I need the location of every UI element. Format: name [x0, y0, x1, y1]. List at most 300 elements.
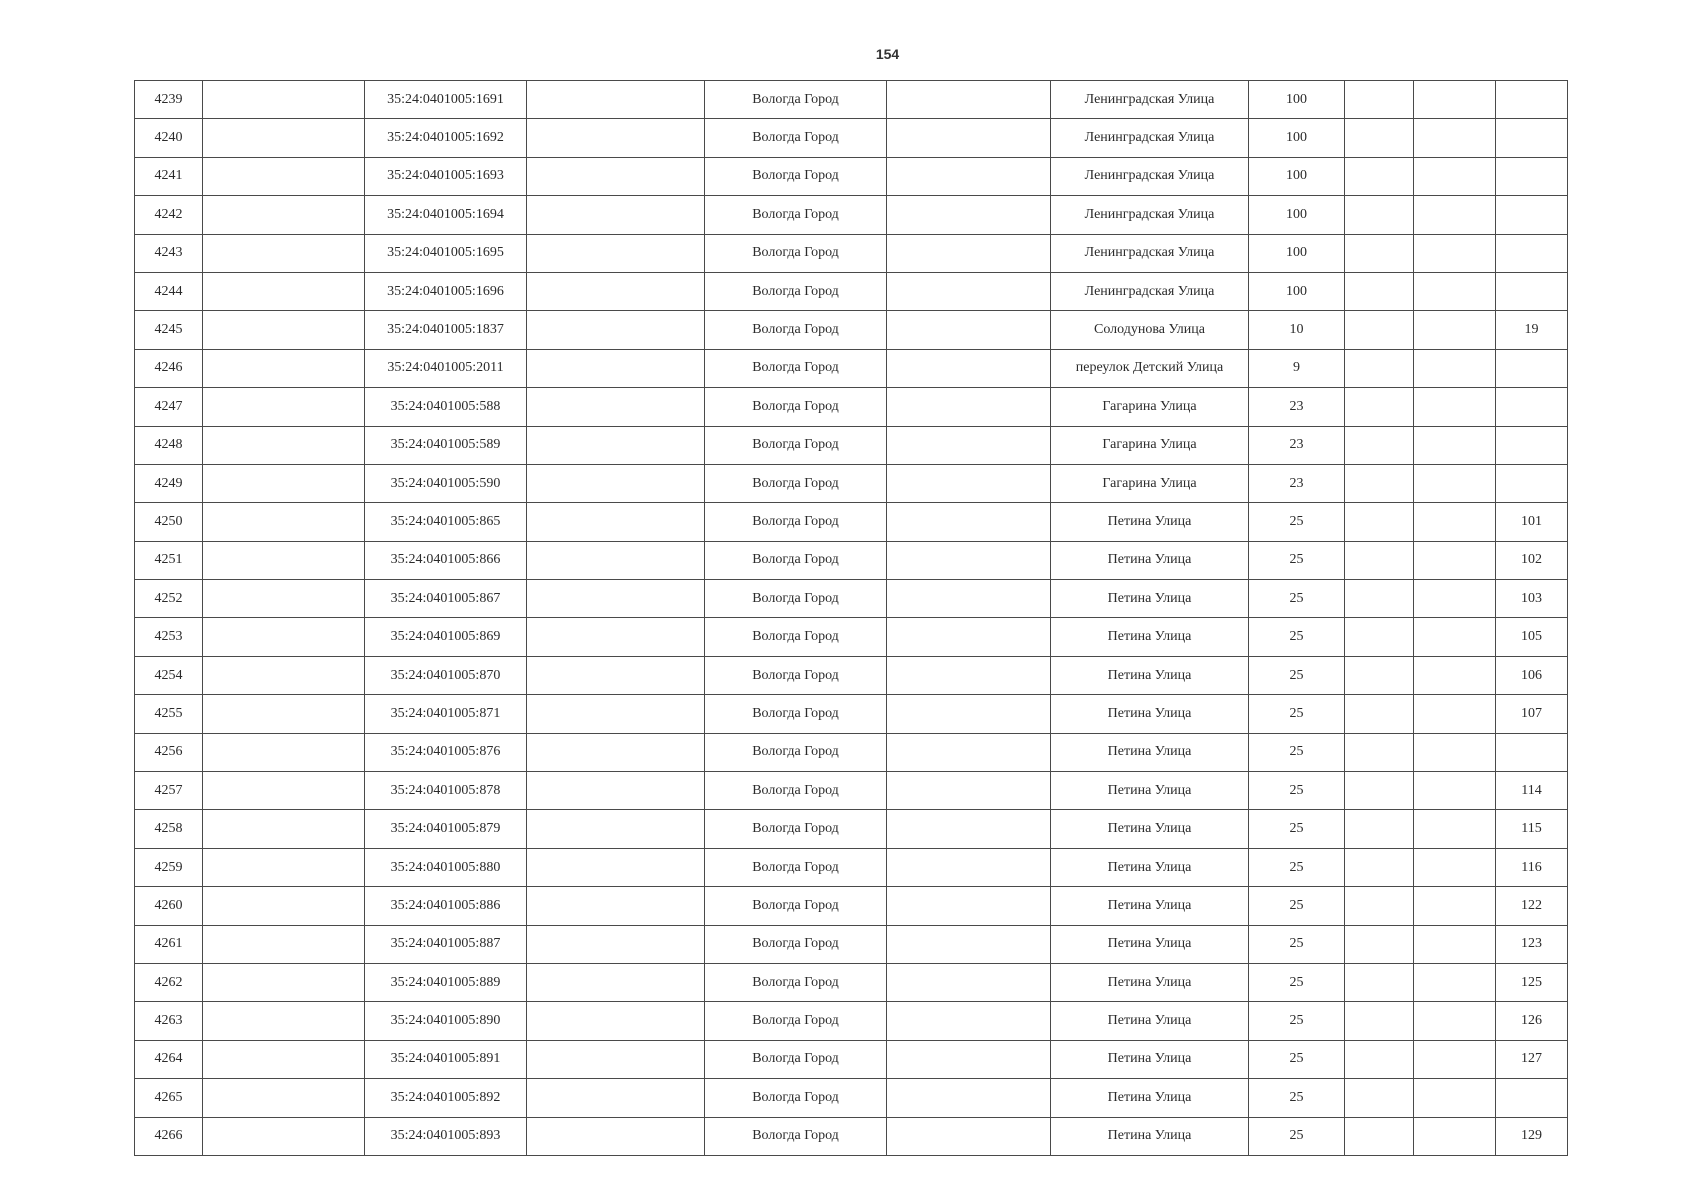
street-cell: Петина Улица — [1051, 925, 1249, 963]
table-row — [135, 81, 1568, 119]
street-cell: Гагарина Улица — [1051, 388, 1249, 426]
city-cell: Вологда Город — [705, 1002, 887, 1040]
record-number-cell: 4253 — [135, 618, 203, 656]
blank-cell-3 — [887, 1040, 1051, 1078]
blank-cell-4 — [1345, 1079, 1414, 1117]
cadastral-number-cell: 35:24:0401005:1695 — [365, 234, 527, 272]
house-number-cell: 25 — [1249, 695, 1345, 733]
blank-cell-2 — [527, 772, 705, 810]
blank-cell-1 — [203, 848, 365, 886]
cadastral-number-cell: 35:24:0401005:1691 — [365, 81, 527, 119]
house-number-cell: 100 — [1249, 234, 1345, 272]
table-row — [135, 503, 1568, 541]
record-number-cell: 4259 — [135, 848, 203, 886]
blank-cell-3 — [887, 772, 1051, 810]
apartment-number-cell: 126 — [1496, 1002, 1568, 1040]
blank-cell-3 — [887, 157, 1051, 195]
blank-cell-5 — [1414, 234, 1496, 272]
cadastral-number-cell: 35:24:0401005:1692 — [365, 119, 527, 157]
blank-cell-3 — [887, 1079, 1051, 1117]
record-number-cell: 4262 — [135, 963, 203, 1001]
blank-cell-1 — [203, 234, 365, 272]
record-number-cell: 4264 — [135, 1040, 203, 1078]
street-cell: Ленинградская Улица — [1051, 157, 1249, 195]
blank-cell-5 — [1414, 157, 1496, 195]
blank-cell-3 — [887, 848, 1051, 886]
blank-cell-4 — [1345, 810, 1414, 848]
table-row — [135, 887, 1568, 925]
apartment-number-cell: 102 — [1496, 541, 1568, 579]
blank-cell-3 — [887, 196, 1051, 234]
house-number-cell: 100 — [1249, 157, 1345, 195]
apartment-number-cell: 116 — [1496, 848, 1568, 886]
blank-cell-3 — [887, 580, 1051, 618]
blank-cell-2 — [527, 272, 705, 310]
blank-cell-1 — [203, 733, 365, 771]
table-row — [135, 733, 1568, 771]
house-number-cell: 10 — [1249, 311, 1345, 349]
street-cell: Петина Улица — [1051, 695, 1249, 733]
blank-cell-5 — [1414, 388, 1496, 426]
blank-cell-2 — [527, 656, 705, 694]
blank-cell-4 — [1345, 963, 1414, 1001]
street-cell: Петина Улица — [1051, 772, 1249, 810]
blank-cell-1 — [203, 426, 365, 464]
blank-cell-5 — [1414, 1002, 1496, 1040]
street-cell: Гагарина Улица — [1051, 426, 1249, 464]
blank-cell-5 — [1414, 618, 1496, 656]
apartment-number-cell — [1496, 388, 1568, 426]
apartment-number-cell — [1496, 119, 1568, 157]
blank-cell-4 — [1345, 388, 1414, 426]
blank-cell-3 — [887, 695, 1051, 733]
city-cell: Вологда Город — [705, 618, 887, 656]
cadastral-number-cell: 35:24:0401005:876 — [365, 733, 527, 771]
blank-cell-4 — [1345, 618, 1414, 656]
blank-cell-3 — [887, 81, 1051, 119]
blank-cell-4 — [1345, 1002, 1414, 1040]
blank-cell-1 — [203, 157, 365, 195]
street-cell: Петина Улица — [1051, 1117, 1249, 1155]
city-cell: Вологда Город — [705, 388, 887, 426]
blank-cell-5 — [1414, 426, 1496, 464]
blank-cell-4 — [1345, 887, 1414, 925]
blank-cell-3 — [887, 887, 1051, 925]
blank-cell-4 — [1345, 157, 1414, 195]
blank-cell-4 — [1345, 1040, 1414, 1078]
city-cell: Вологда Город — [705, 234, 887, 272]
city-cell: Вологда Город — [705, 695, 887, 733]
blank-cell-4 — [1345, 234, 1414, 272]
blank-cell-2 — [527, 695, 705, 733]
record-number-cell: 4251 — [135, 541, 203, 579]
blank-cell-2 — [527, 119, 705, 157]
apartment-number-cell: 101 — [1496, 503, 1568, 541]
blank-cell-4 — [1345, 541, 1414, 579]
blank-cell-1 — [203, 196, 365, 234]
blank-cell-3 — [887, 119, 1051, 157]
record-number-cell: 4258 — [135, 810, 203, 848]
blank-cell-3 — [887, 1117, 1051, 1155]
apartment-number-cell — [1496, 1079, 1568, 1117]
blank-cell-5 — [1414, 311, 1496, 349]
apartment-number-cell: 103 — [1496, 580, 1568, 618]
blank-cell-5 — [1414, 810, 1496, 848]
table-row — [135, 311, 1568, 349]
table-row — [135, 1002, 1568, 1040]
cadastral-number-cell: 35:24:0401005:869 — [365, 618, 527, 656]
blank-cell-3 — [887, 349, 1051, 387]
city-cell: Вологда Город — [705, 887, 887, 925]
apartment-number-cell — [1496, 196, 1568, 234]
table-row — [135, 1079, 1568, 1117]
city-cell: Вологда Город — [705, 196, 887, 234]
house-number-cell: 100 — [1249, 81, 1345, 119]
blank-cell-4 — [1345, 656, 1414, 694]
record-number-cell: 4260 — [135, 887, 203, 925]
table-row — [135, 618, 1568, 656]
city-cell: Вологда Город — [705, 925, 887, 963]
blank-cell-3 — [887, 234, 1051, 272]
house-number-cell: 23 — [1249, 426, 1345, 464]
blank-cell-1 — [203, 464, 365, 502]
blank-cell-1 — [203, 1117, 365, 1155]
house-number-cell: 100 — [1249, 196, 1345, 234]
house-number-cell: 100 — [1249, 272, 1345, 310]
record-number-cell: 4241 — [135, 157, 203, 195]
blank-cell-4 — [1345, 925, 1414, 963]
cadastral-number-cell: 35:24:0401005:590 — [365, 464, 527, 502]
blank-cell-4 — [1345, 1117, 1414, 1155]
blank-cell-5 — [1414, 656, 1496, 694]
blank-cell-2 — [527, 1002, 705, 1040]
street-cell: переулок Детский Улица — [1051, 349, 1249, 387]
blank-cell-5 — [1414, 1117, 1496, 1155]
blank-cell-2 — [527, 388, 705, 426]
apartment-number-cell: 129 — [1496, 1117, 1568, 1155]
cadastral-number-cell: 35:24:0401005:893 — [365, 1117, 527, 1155]
street-cell: Петина Улица — [1051, 503, 1249, 541]
blank-cell-3 — [887, 426, 1051, 464]
house-number-cell: 25 — [1249, 1002, 1345, 1040]
house-number-cell: 23 — [1249, 464, 1345, 502]
city-cell: Вологда Город — [705, 772, 887, 810]
blank-cell-4 — [1345, 848, 1414, 886]
blank-cell-2 — [527, 810, 705, 848]
blank-cell-1 — [203, 580, 365, 618]
street-cell: Петина Улица — [1051, 963, 1249, 1001]
street-cell: Петина Улица — [1051, 656, 1249, 694]
cadastral-number-cell: 35:24:0401005:892 — [365, 1079, 527, 1117]
house-number-cell: 25 — [1249, 541, 1345, 579]
house-number-cell: 9 — [1249, 349, 1345, 387]
house-number-cell: 25 — [1249, 580, 1345, 618]
street-cell: Гагарина Улица — [1051, 464, 1249, 502]
house-number-cell: 25 — [1249, 887, 1345, 925]
blank-cell-5 — [1414, 925, 1496, 963]
blank-cell-5 — [1414, 119, 1496, 157]
house-number-cell: 25 — [1249, 1117, 1345, 1155]
blank-cell-2 — [527, 541, 705, 579]
blank-cell-4 — [1345, 81, 1414, 119]
blank-cell-3 — [887, 656, 1051, 694]
street-cell: Петина Улица — [1051, 1040, 1249, 1078]
table-row — [135, 541, 1568, 579]
street-cell: Петина Улица — [1051, 541, 1249, 579]
record-number-cell: 4244 — [135, 272, 203, 310]
blank-cell-3 — [887, 1002, 1051, 1040]
blank-cell-3 — [887, 810, 1051, 848]
blank-cell-4 — [1345, 119, 1414, 157]
record-number-cell: 4243 — [135, 234, 203, 272]
record-number-cell: 4239 — [135, 81, 203, 119]
table-row — [135, 349, 1568, 387]
cadastral-number-cell: 35:24:0401005:878 — [365, 772, 527, 810]
blank-cell-2 — [527, 733, 705, 771]
city-cell: Вологда Город — [705, 464, 887, 502]
record-number-cell: 4240 — [135, 119, 203, 157]
street-cell: Ленинградская Улица — [1051, 81, 1249, 119]
house-number-cell: 25 — [1249, 656, 1345, 694]
record-number-cell: 4242 — [135, 196, 203, 234]
table-row — [135, 426, 1568, 464]
cadastral-number-cell: 35:24:0401005:886 — [365, 887, 527, 925]
table-row — [135, 234, 1568, 272]
record-number-cell: 4245 — [135, 311, 203, 349]
blank-cell-5 — [1414, 580, 1496, 618]
record-number-cell: 4247 — [135, 388, 203, 426]
street-cell: Петина Улица — [1051, 848, 1249, 886]
apartment-number-cell — [1496, 733, 1568, 771]
blank-cell-4 — [1345, 196, 1414, 234]
table-row — [135, 963, 1568, 1001]
apartment-number-cell — [1496, 157, 1568, 195]
blank-cell-3 — [887, 503, 1051, 541]
blank-cell-1 — [203, 963, 365, 1001]
table-row — [135, 388, 1568, 426]
street-cell: Петина Улица — [1051, 810, 1249, 848]
apartment-number-cell — [1496, 81, 1568, 119]
blank-cell-1 — [203, 618, 365, 656]
city-cell: Вологда Город — [705, 733, 887, 771]
table-row — [135, 848, 1568, 886]
blank-cell-5 — [1414, 848, 1496, 886]
city-cell: Вологда Город — [705, 81, 887, 119]
blank-cell-1 — [203, 81, 365, 119]
city-cell: Вологда Город — [705, 311, 887, 349]
blank-cell-2 — [527, 580, 705, 618]
record-number-cell: 4265 — [135, 1079, 203, 1117]
blank-cell-2 — [527, 464, 705, 502]
blank-cell-5 — [1414, 464, 1496, 502]
blank-cell-1 — [203, 772, 365, 810]
city-cell: Вологда Город — [705, 503, 887, 541]
blank-cell-1 — [203, 388, 365, 426]
blank-cell-3 — [887, 618, 1051, 656]
blank-cell-1 — [203, 1079, 365, 1117]
blank-cell-2 — [527, 1117, 705, 1155]
street-cell: Петина Улица — [1051, 733, 1249, 771]
cadastral-number-cell: 35:24:0401005:889 — [365, 963, 527, 1001]
blank-cell-3 — [887, 925, 1051, 963]
house-number-cell: 25 — [1249, 848, 1345, 886]
house-number-cell: 25 — [1249, 733, 1345, 771]
table-row — [135, 695, 1568, 733]
house-number-cell: 25 — [1249, 925, 1345, 963]
blank-cell-5 — [1414, 541, 1496, 579]
blank-cell-4 — [1345, 695, 1414, 733]
blank-cell-3 — [887, 388, 1051, 426]
cadastral-number-cell: 35:24:0401005:1837 — [365, 311, 527, 349]
register-table — [134, 80, 1568, 1156]
house-number-cell: 25 — [1249, 503, 1345, 541]
blank-cell-4 — [1345, 733, 1414, 771]
record-number-cell: 4255 — [135, 695, 203, 733]
blank-cell-3 — [887, 733, 1051, 771]
city-cell: Вологда Город — [705, 119, 887, 157]
blank-cell-2 — [527, 196, 705, 234]
blank-cell-4 — [1345, 272, 1414, 310]
blank-cell-2 — [527, 81, 705, 119]
blank-cell-5 — [1414, 887, 1496, 925]
table-row — [135, 119, 1568, 157]
table-row — [135, 157, 1568, 195]
record-number-cell: 4248 — [135, 426, 203, 464]
record-number-cell: 4250 — [135, 503, 203, 541]
cadastral-number-cell: 35:24:0401005:589 — [365, 426, 527, 464]
blank-cell-2 — [527, 887, 705, 925]
blank-cell-4 — [1345, 580, 1414, 618]
street-cell: Петина Улица — [1051, 580, 1249, 618]
cadastral-number-cell: 35:24:0401005:866 — [365, 541, 527, 579]
cadastral-number-cell: 35:24:0401005:1694 — [365, 196, 527, 234]
table-row — [135, 272, 1568, 310]
blank-cell-4 — [1345, 464, 1414, 502]
blank-cell-2 — [527, 925, 705, 963]
blank-cell-3 — [887, 541, 1051, 579]
record-number-cell: 4254 — [135, 656, 203, 694]
blank-cell-2 — [527, 426, 705, 464]
apartment-number-cell: 127 — [1496, 1040, 1568, 1078]
city-cell: Вологда Город — [705, 1040, 887, 1078]
apartment-number-cell — [1496, 426, 1568, 464]
blank-cell-1 — [203, 1040, 365, 1078]
apartment-number-cell: 106 — [1496, 656, 1568, 694]
blank-cell-5 — [1414, 772, 1496, 810]
blank-cell-1 — [203, 272, 365, 310]
blank-cell-4 — [1345, 426, 1414, 464]
cadastral-number-cell: 35:24:0401005:879 — [365, 810, 527, 848]
record-number-cell: 4261 — [135, 925, 203, 963]
city-cell: Вологда Город — [705, 848, 887, 886]
apartment-number-cell — [1496, 234, 1568, 272]
street-cell: Солодунова Улица — [1051, 311, 1249, 349]
cadastral-number-cell: 35:24:0401005:1693 — [365, 157, 527, 195]
table-row — [135, 656, 1568, 694]
table-row — [135, 464, 1568, 502]
blank-cell-3 — [887, 963, 1051, 1001]
blank-cell-5 — [1414, 1040, 1496, 1078]
city-cell: Вологда Город — [705, 656, 887, 694]
apartment-number-cell: 114 — [1496, 772, 1568, 810]
blank-cell-4 — [1345, 503, 1414, 541]
cadastral-number-cell: 35:24:0401005:867 — [365, 580, 527, 618]
blank-cell-2 — [527, 848, 705, 886]
blank-cell-5 — [1414, 503, 1496, 541]
apartment-number-cell: 122 — [1496, 887, 1568, 925]
record-number-cell: 4256 — [135, 733, 203, 771]
blank-cell-3 — [887, 464, 1051, 502]
cadastral-number-cell: 35:24:0401005:891 — [365, 1040, 527, 1078]
blank-cell-3 — [887, 272, 1051, 310]
house-number-cell: 25 — [1249, 810, 1345, 848]
house-number-cell: 25 — [1249, 1079, 1345, 1117]
record-number-cell: 4252 — [135, 580, 203, 618]
street-cell: Ленинградская Улица — [1051, 272, 1249, 310]
blank-cell-1 — [203, 311, 365, 349]
city-cell: Вологда Город — [705, 426, 887, 464]
blank-cell-1 — [203, 119, 365, 157]
blank-cell-1 — [203, 810, 365, 848]
table-row — [135, 1040, 1568, 1078]
city-cell: Вологда Город — [705, 157, 887, 195]
table-row — [135, 1117, 1568, 1155]
city-cell: Вологда Город — [705, 272, 887, 310]
house-number-cell: 25 — [1249, 618, 1345, 656]
page-number: 154 — [875, 46, 900, 62]
blank-cell-2 — [527, 349, 705, 387]
blank-cell-2 — [527, 311, 705, 349]
table-row — [135, 580, 1568, 618]
record-number-cell: 4257 — [135, 772, 203, 810]
house-number-cell: 23 — [1249, 388, 1345, 426]
blank-cell-5 — [1414, 196, 1496, 234]
blank-cell-1 — [203, 503, 365, 541]
city-cell: Вологда Город — [705, 349, 887, 387]
cadastral-number-cell: 35:24:0401005:2011 — [365, 349, 527, 387]
blank-cell-4 — [1345, 349, 1414, 387]
table-row — [135, 772, 1568, 810]
house-number-cell: 25 — [1249, 772, 1345, 810]
cadastral-number-cell: 35:24:0401005:887 — [365, 925, 527, 963]
blank-cell-1 — [203, 541, 365, 579]
street-cell: Ленинградская Улица — [1051, 119, 1249, 157]
street-cell: Петина Улица — [1051, 618, 1249, 656]
cadastral-number-cell: 35:24:0401005:1696 — [365, 272, 527, 310]
apartment-number-cell: 105 — [1496, 618, 1568, 656]
blank-cell-2 — [527, 1040, 705, 1078]
house-number-cell: 25 — [1249, 963, 1345, 1001]
street-cell: Петина Улица — [1051, 887, 1249, 925]
table-row — [135, 925, 1568, 963]
apartment-number-cell — [1496, 272, 1568, 310]
blank-cell-5 — [1414, 1079, 1496, 1117]
blank-cell-1 — [203, 1002, 365, 1040]
city-cell: Вологда Город — [705, 1079, 887, 1117]
record-number-cell: 4246 — [135, 349, 203, 387]
house-number-cell: 25 — [1249, 1040, 1345, 1078]
city-cell: Вологда Город — [705, 1117, 887, 1155]
street-cell: Ленинградская Улица — [1051, 234, 1249, 272]
blank-cell-1 — [203, 925, 365, 963]
blank-cell-5 — [1414, 695, 1496, 733]
table-row — [135, 810, 1568, 848]
blank-cell-4 — [1345, 772, 1414, 810]
blank-cell-5 — [1414, 963, 1496, 1001]
blank-cell-2 — [527, 1079, 705, 1117]
blank-cell-2 — [527, 963, 705, 1001]
blank-cell-1 — [203, 656, 365, 694]
